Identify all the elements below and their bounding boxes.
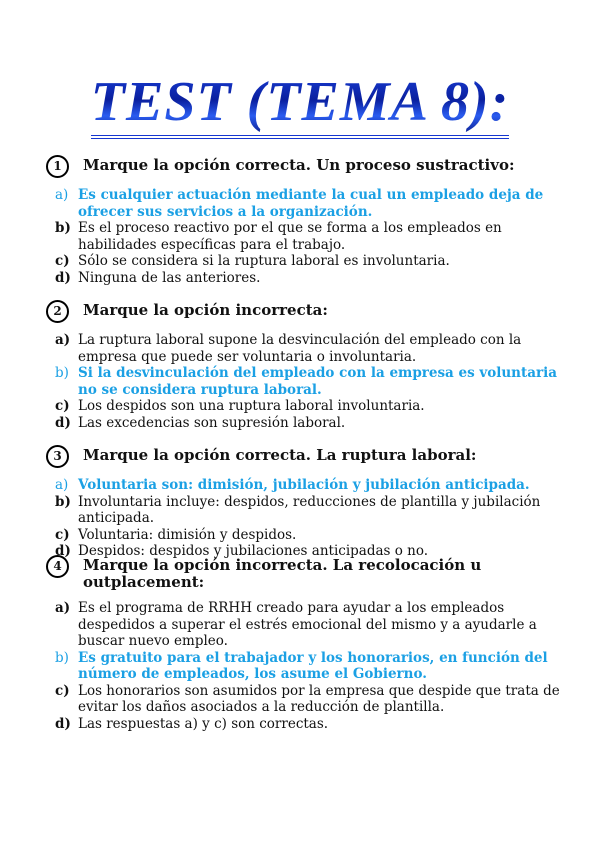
answer-letter: c) (55, 253, 70, 269)
answer-letter: a) (55, 332, 71, 348)
question-number: 3 (46, 445, 69, 468)
question-header (46, 157, 566, 178)
answer-text: Es cualquier actuación mediante la cual un empleado deja de ofrecer sus servicios a la organización. (78, 187, 544, 220)
answer-option (55, 600, 566, 650)
answer-option (55, 477, 566, 494)
question-text: Marque la opción incorrecta. La recolocación u outplacement: (83, 556, 482, 591)
answer-letter: d) (55, 543, 71, 559)
answer-option (55, 415, 566, 432)
answer-option (55, 398, 566, 415)
answer-text: Despidos: despidos y jubilaciones anticipadas o no. (78, 543, 429, 559)
question-number: 1 (46, 155, 69, 178)
answer-text: Es el programa de RRHH creado para ayudar a los empleados despedidos a superar el estrés emocional del mismo y a ayudarle a buscar nuevo empleo. (78, 600, 537, 649)
answer-text: Es gratuito para el trabajador y los honorarios, en función del número de empleados, los asume el Gobierno. (78, 649, 548, 682)
answer-text: Es el proceso reactivo por el que se forma a los empleados en habilidades específicas para el trabajo. (78, 220, 502, 253)
answer-text: La ruptura laboral supone la desvinculación del empleado con la empresa que puede ser voluntaria o involuntaria. (78, 332, 522, 365)
answer-letter: d) (55, 269, 71, 286)
answer-letter: c) (55, 526, 70, 543)
question-2 (46, 302, 566, 431)
answer-option (55, 527, 566, 544)
answer-letter: d) (55, 414, 71, 431)
answer-letter: a) (55, 600, 71, 616)
answer-letter: c) (55, 398, 70, 414)
answer-option (55, 683, 566, 716)
question-number: 2 (46, 300, 69, 323)
answer-letter: d) (55, 715, 71, 732)
answer-option (55, 332, 566, 365)
answer-letter: b) (55, 493, 71, 510)
answer-letter: a) (55, 187, 69, 203)
answer-option (55, 716, 566, 733)
question-text: Marque la opción correcta. La ruptura laboral: (83, 446, 477, 464)
answer-text: Las excedencias son supresión laboral. (78, 414, 346, 431)
answer-text: Las respuestas a) y c) son correctas. (78, 715, 329, 732)
answer-text: Sólo se considera si la ruptura laboral es involuntaria. (78, 253, 450, 269)
question-text: Marque la opción incorrecta: (83, 301, 328, 319)
answer-option (55, 270, 566, 287)
title-text: TEST (TEMA 8): (91, 71, 509, 139)
answer-text: Ninguna de las anteriores. (78, 269, 261, 286)
answer-option (55, 220, 566, 253)
answer-option (55, 365, 566, 398)
question-header (46, 447, 566, 468)
answer-text: Involuntaria incluye: despidos, reducciones de plantilla y jubilación anticipada. (78, 493, 541, 526)
answer-text: Si la desvinculación del empleado con la empresa es voluntaria no se considera ruptura laboral. (78, 365, 557, 398)
answer-option (55, 494, 566, 527)
answer-text: Los despidos son una ruptura laboral involuntaria. (78, 398, 425, 414)
question-3 (46, 447, 566, 560)
answer-text: Voluntaria son: dimisión, jubilación y jubilación anticipada. (78, 477, 530, 493)
answer-option (55, 187, 566, 220)
question-header (46, 302, 566, 323)
answer-text: Voluntaria: dimisión y despidos. (78, 526, 297, 543)
answer-letter: b) (55, 365, 69, 381)
answer-option (55, 253, 566, 270)
answer-text: Los honorarios son asumidos por la empresa que despide que trata de evitar los daños asociados a la reducción de plantilla. (78, 682, 560, 715)
answer-letter: b) (55, 220, 71, 236)
question-1 (46, 157, 566, 286)
answer-letter: b) (55, 649, 69, 666)
answer-option (55, 650, 566, 683)
question-text: Marque la opción correcta. Un proceso sustractivo: (83, 156, 515, 174)
answer-letter: c) (55, 682, 70, 699)
question-number: 4 (46, 555, 69, 578)
question-header (46, 557, 566, 591)
page-title (0, 70, 600, 134)
question-4 (46, 557, 566, 732)
answer-letter: a) (55, 477, 69, 493)
